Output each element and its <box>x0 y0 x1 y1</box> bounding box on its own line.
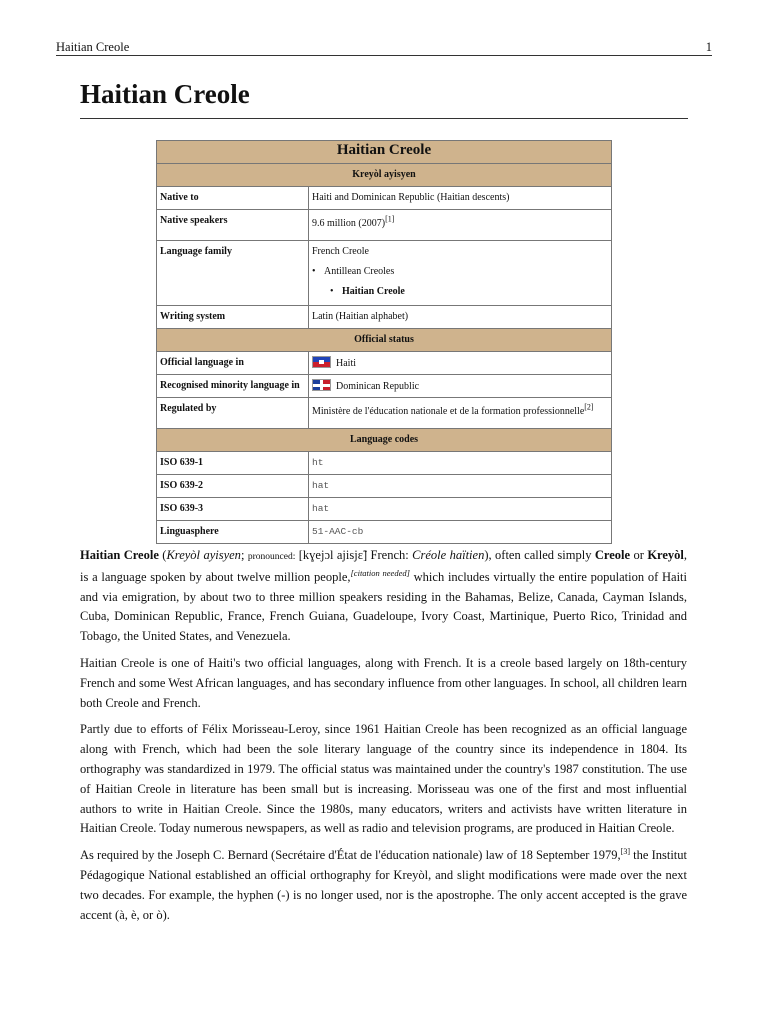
citation-needed-link[interactable]: [citation needed] <box>350 567 410 578</box>
paragraph: Haitian Creole is one of Haiti's two official languages, along with French. It is a creole based largely on 18th-century French and some West African languages, and has secondary influence from other languages. In school, all children learn both Creole and French. <box>80 655 687 710</box>
bullet-icon: • <box>330 286 334 297</box>
infobox-label: Regulated by <box>157 398 309 429</box>
code-value[interactable]: hat <box>309 475 612 498</box>
infobox-row-language-family <box>157 241 612 306</box>
code-value[interactable]: 51-AAC-cb <box>309 521 612 544</box>
infobox-value <box>309 398 612 429</box>
infobox-label: Writing system <box>157 306 309 329</box>
language-infobox <box>156 140 612 544</box>
term: Haitian Creole <box>80 548 159 562</box>
infobox-label: ISO 639-2 <box>157 475 309 498</box>
infobox-label: Native speakers <box>157 210 309 241</box>
running-header <box>56 38 712 56</box>
infobox-value <box>309 241 612 306</box>
text-run: ), often called simply <box>484 548 595 562</box>
paragraph: Partly due to efforts of Félix Morisseau-Leroy, since 1961 Haitian Creole has been recognized as an official language along with French, which had been the sole literary language of the country since its independence in 1804. Its orthography was standardized in 1979. The official status was maintained under the country's 1987 constitution. The use of Haitian Creole in literature has been small but is increasing. Morisseau was one of the first and most influential authors to write in Haitian Creole. Since the 1980s, many educators, writers and activists have written literature in Haitian Creole. Today numerous newspapers, as well as radio and television programs, are produced in Haitian Creole. <box>80 722 687 836</box>
haiti-flag-icon <box>312 356 331 368</box>
code-value[interactable]: ht <box>309 452 612 475</box>
list-item <box>312 265 608 278</box>
infobox-value <box>309 352 612 375</box>
reference-link[interactable]: [2] <box>584 402 594 412</box>
article-body <box>80 546 687 932</box>
language-name: Haitian Creole <box>342 286 405 297</box>
infobox-value <box>309 375 612 398</box>
section-header-language-codes: Language codes <box>157 429 612 452</box>
bullet-icon: • <box>312 266 316 277</box>
text-run: the Institut Pédagogique National established an official orthography for Kreyòl, and slight modifications were made over the next two decades. For example, the hyphen (-) is no longer used, nor is the apostrophe. The only accent accepted is the grave accent (à, è, or ò). <box>80 848 687 922</box>
paragraph-intro <box>80 546 687 647</box>
infobox-row-iso-639-1 <box>157 452 612 475</box>
ipa-link[interactable]: [kɣejɔl ajisjɛ̃] <box>295 548 368 562</box>
term: Kreyòl <box>647 548 684 562</box>
title-divider <box>80 118 688 119</box>
pronunciation-label: pronounced: <box>247 552 296 562</box>
infobox-row-official-language <box>157 352 612 375</box>
infobox-label: ISO 639-3 <box>157 498 309 521</box>
french-name: Créole haïtien <box>412 548 485 562</box>
text-run: ( <box>158 548 167 562</box>
infobox-value <box>309 210 612 241</box>
native-speakers-value: 9.6 million (2007) <box>312 218 386 229</box>
text-run: ; <box>240 548 248 562</box>
country-link[interactable]: Dominican Republic <box>336 381 420 392</box>
page-number: 1 <box>705 40 712 54</box>
native-name: Kreyòl ayisyen <box>166 548 241 562</box>
paragraph <box>80 846 687 925</box>
regulator-link[interactable]: Ministère de l'éducation nationale et de la formation professionnelle <box>312 406 585 417</box>
native-to-link[interactable]: Haiti and Dominican Republic (Haitian descents) <box>312 192 510 203</box>
list-item <box>312 285 608 298</box>
infobox-row-iso-639-2 <box>157 475 612 498</box>
reference-link[interactable]: [1] <box>385 214 395 224</box>
infobox-label: ISO 639-1 <box>157 452 309 475</box>
infobox-label: Recognised minority language in <box>157 375 309 398</box>
infobox-row-linguasphere <box>157 521 612 544</box>
infobox-native-name: Kreyòl ayisyen <box>157 164 612 187</box>
infobox-row-regulated-by <box>157 398 612 429</box>
text-run: French: <box>367 548 413 562</box>
text-run: , is a language spoken by about twelve million people, <box>80 548 688 584</box>
term: Creole <box>594 548 631 562</box>
infobox-row-native-to <box>157 187 612 210</box>
infobox-row-iso-639-3 <box>157 498 612 521</box>
section-header-official-status: Official status <box>157 329 612 352</box>
infobox-value <box>309 187 612 210</box>
text-run: which includes virtually the entire population of Haiti and via emigration, by about two to three million speakers residing in the Bahamas, Belize, Canada, Cayman Islands, Cuba, Dominican Republic, France, French Guiana, Guadeloupe, Ivory Coast, Martinique, Puerto Rico, Trinidad and Tobago, the United States, and Venezuela. <box>80 569 687 644</box>
dominican-republic-flag-icon <box>312 379 331 391</box>
infobox-label: Native to <box>157 187 309 210</box>
language-subfamily-link[interactable]: Antillean Creoles <box>324 266 395 277</box>
text-run: As required by the Joseph C. Bernard (Secrétaire d'État de l'éducation nationale) law of 18 September 1979, <box>80 848 621 863</box>
infobox-label: Official language in <box>157 352 309 375</box>
infobox-value <box>309 306 612 329</box>
running-header-title: Haitian Creole <box>56 40 130 54</box>
infobox-row-writing-system <box>157 306 612 329</box>
text-run: or <box>630 548 648 562</box>
reference-link[interactable]: [3] <box>620 847 631 856</box>
infobox-label: Language family <box>157 241 309 306</box>
language-family-link[interactable]: French Creole <box>312 246 369 257</box>
country-link[interactable]: Haiti <box>336 358 356 369</box>
infobox-row-minority-language <box>157 375 612 398</box>
writing-system-link[interactable]: Latin (Haitian alphabet) <box>312 311 409 322</box>
code-value[interactable]: hat <box>309 498 612 521</box>
page-title: Haitian Creole <box>80 79 250 109</box>
infobox-title: Haitian Creole <box>157 141 612 164</box>
infobox-label: Linguasphere <box>157 521 309 544</box>
infobox-row-native-speakers <box>157 210 612 241</box>
